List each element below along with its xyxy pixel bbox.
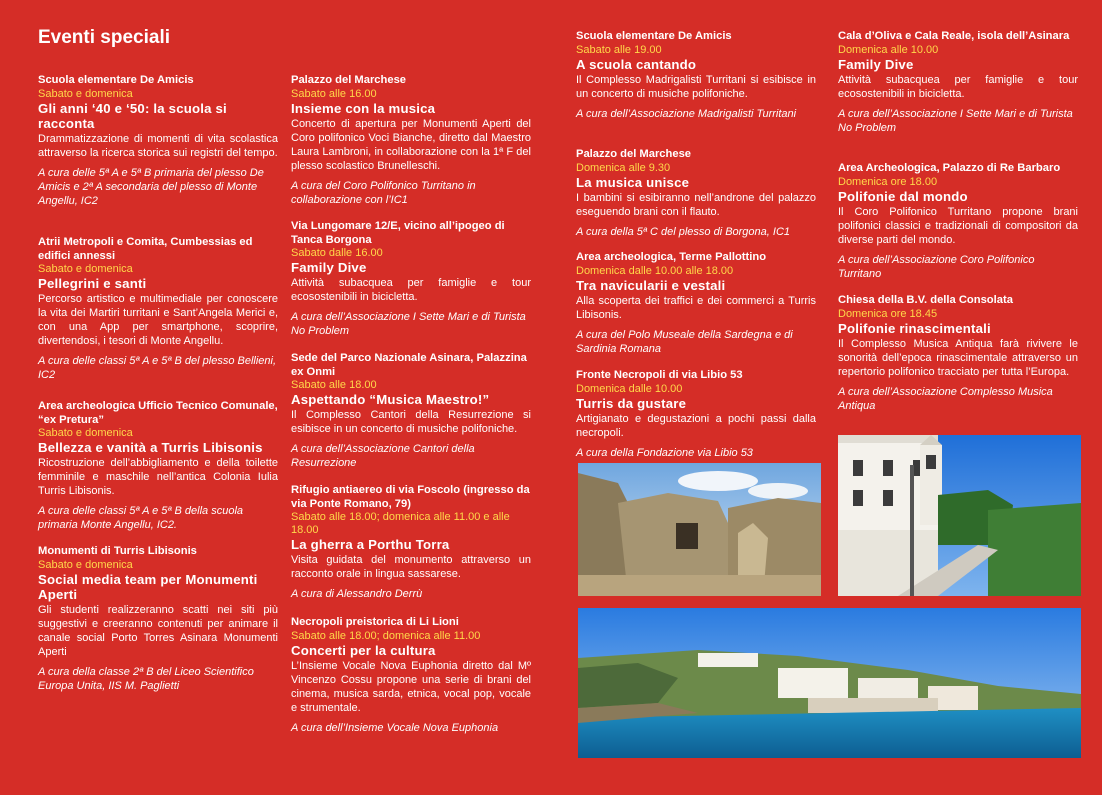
event-title: Social media team per Monumenti Aperti	[38, 571, 258, 602]
event-organizer: A cura della Fondazione via Libio 53	[576, 446, 753, 459]
event-organizer: A cura delle 5ª A e 5ª B primaria del plesso De Amicis e 2ª A secondaria del plesso di Monte Angellu, IC2	[38, 166, 264, 207]
event-organizer: A cura dell’Associazione I Sette Mari e di Turista No Problem	[291, 311, 526, 337]
event-card	[576, 148, 816, 239]
event-title: A scuola cantando	[576, 56, 697, 72]
event-location: Area archeologica, Terme Pallottino	[576, 251, 767, 263]
event-description: Drammatizzazione di momenti di vita scolastica attraverso la ricerca storica sui registri del tempo.	[38, 132, 278, 159]
event-description: Percorso artistico e multimediale per conoscere la vita dei Martiri turritani e Sant’Angela Merici e, con una App per smartphone, scoprire, divertendosi, i tesori di Monte Angellu.	[38, 293, 278, 347]
event-card	[291, 74, 531, 207]
event-organizer: A cura dell’Associazione Coro Polifonico Turritano	[838, 253, 1035, 280]
event-title: Tra navicularii e vestali	[576, 277, 726, 293]
event-card	[38, 74, 278, 208]
event-title: La gherra a Porthu Torra	[291, 537, 450, 552]
event-title: Aspettando “Musica Maestro!”	[291, 392, 490, 407]
ruins-photo	[578, 463, 821, 596]
event-location: Necropoli preistorica di Li Lioni	[291, 616, 459, 628]
event-time: Sabato alle 18.00; domenica alle 11.00	[291, 629, 481, 642]
event-location: Palazzo del Marchese	[576, 148, 692, 160]
event-card	[38, 545, 278, 693]
event-organizer: A cura dell’Associazione Madrigalisti Turritani	[576, 107, 797, 120]
event-time: Sabato e domenica	[38, 558, 133, 571]
event-title: Insieme con la musica	[291, 100, 436, 116]
event-description: Ricostruzione dell’abbigliamento e della toilette femminile e maschile nell’antica Colonia Iulia Turris Libisonis.	[38, 457, 278, 497]
event-location: Monumenti di Turris Libisonis	[38, 545, 197, 557]
event-location: Via Lungomare 12/E, vicino all’ipogeo di Tanca Borgona	[291, 220, 505, 246]
event-description: Concerto di apertura per Monumenti Aperti del Coro polifonico Voci Bianche, diretto dal Maestro Laura Lambroni, in collaborazione con la 1ª F del plesso scolastico Brunelleschi.	[291, 117, 531, 172]
event-time: Domenica dalle 10.00 alle 18.00	[576, 264, 734, 277]
event-title: Turris da gustare	[576, 395, 687, 411]
event-description: Visita guidata del monumento attraverso un racconto orale in lingua sassarese.	[291, 554, 531, 580]
event-card	[291, 616, 531, 735]
event-location: Scuola elementare De Amicis	[38, 74, 194, 86]
event-title: Family Dive	[291, 260, 367, 275]
event-location: Fronte Necropoli di via Libio 53	[576, 369, 743, 381]
event-card	[38, 236, 278, 382]
event-organizer: A cura della classe 2ª B del Liceo Scientifico Europa Unita, IIS M. Paglietti	[38, 665, 254, 692]
event-location: Rifugio antiaereo di via Foscolo (ingresso da via Ponte Romano, 79)	[291, 484, 530, 510]
event-title: La musica unisce	[576, 174, 690, 190]
event-location: Area Archeologica, Palazzo di Re Barbaro	[838, 162, 1061, 174]
event-title: Pellegrini e santi	[38, 276, 147, 291]
event-title: Gli anni ‘40 e ‘50: la scuola si racconta	[38, 100, 227, 131]
church-photo	[838, 435, 1081, 596]
event-time: Sabato e domenica	[38, 87, 133, 100]
event-description: Gli studenti realizzeranno scatti nei siti più suggestivi e creeranno contenuti per animare il canale social Porto Torres Asinara Monumenti Aperti	[38, 603, 278, 658]
event-card	[838, 30, 1078, 135]
event-time: Domenica ore 18.45	[838, 307, 938, 320]
coast-photo	[578, 608, 1081, 758]
event-organizer: A cura di Alessandro Derrù	[291, 588, 423, 600]
event-card	[576, 251, 816, 356]
event-organizer: A cura del Coro Polifonico Turritano in collaborazione con l’IC1	[291, 179, 476, 206]
event-card	[576, 30, 816, 121]
event-description: Attività subacquea per famiglie e tour ecosostenibili in bicicletta.	[291, 277, 531, 303]
event-description: Il Complesso Madrigalisti Turritani si esibisce in un concerto di musiche polifoniche.	[576, 73, 816, 100]
event-card	[576, 369, 816, 460]
event-title: Bellezza e vanità a Turris Libisonis	[38, 440, 263, 455]
event-organizer: A cura dell’Associazione Cantori della Resurrezione	[291, 443, 475, 469]
event-card	[291, 352, 531, 470]
event-location: Area archeologica Ufficio Tecnico Comunale, “ex Pretura”	[38, 400, 278, 426]
event-organizer: A cura della 5ª C del plesso di Borgona, IC1	[576, 225, 791, 238]
event-time: Sabato alle 18.00	[291, 379, 377, 391]
event-time: Domenica alle 9.30	[576, 161, 671, 174]
event-organizer: A cura del Polo Museale della Sardegna e di Sardinia Romana	[576, 328, 793, 355]
event-card	[291, 220, 531, 338]
event-time: Domenica alle 10.00	[838, 43, 939, 56]
event-time: Sabato alle 19.00	[576, 43, 662, 56]
event-description: Il Coro Polifonico Turritano propone brani polifonici classici e tradizionali di compositori da diverse parti del mondo.	[838, 205, 1078, 246]
event-location: Cala d’Oliva e Cala Reale, isola dell’Asinara	[838, 30, 1070, 42]
event-time: Sabato alle 18.00; domenica alle 11.00 e alle 18.00	[291, 511, 510, 536]
event-location: Scuola elementare De Amicis	[576, 30, 732, 42]
event-organizer: A cura dell’Associazione Complesso Musica Antiqua	[838, 385, 1053, 412]
event-title: Polifonie rinascimentali	[838, 320, 991, 336]
event-time: Sabato e domenica	[38, 427, 133, 439]
event-title: Concerti per la cultura	[291, 642, 436, 658]
event-time: Sabato dalle 16.00	[291, 247, 383, 259]
event-card	[838, 162, 1078, 281]
event-time: Domenica dalle 10.00	[576, 382, 683, 395]
event-location: Chiesa della B.V. della Consolata	[838, 294, 1013, 306]
event-description: Artigianato e degustazioni a pochi passi dalla necropoli.	[576, 412, 816, 439]
event-description: L’Insieme Vocale Nova Euphonia diretto dal Mº Vincenzo Cossu propone una serie di brani del cinema, musica sarda, etnica, vocal pop, vocale e strumentale.	[291, 659, 531, 714]
event-description: Il Complesso Musica Antiqua farà rivivere le sonorità dell’epoca rinascimentale attraverso un repertorio polifonico tracciato per tutta l’Europa.	[838, 337, 1078, 378]
event-location: Atrii Metropoli e Comita, Cumbessias ed edifici annessi	[38, 236, 253, 262]
event-time: Domenica ore 18.00	[838, 175, 938, 188]
event-description: I bambini si esibiranno nell’androne del palazzo eseguendo brani con il flauto.	[576, 191, 816, 218]
event-card	[38, 400, 278, 532]
event-description: Attività subacquea per famiglie e tour ecosostenibili in bicicletta.	[838, 73, 1078, 100]
event-organizer: A cura dell’Insieme Vocale Nova Euphonia	[291, 721, 499, 734]
event-description: Il Complesso Cantori della Resurrezione si esibisce in un concerto di musiche polifoniche.	[291, 409, 531, 435]
event-description: Alla scoperta dei traffici e dei commerci a Turris Libisonis.	[576, 294, 816, 321]
page-title: Eventi speciali	[38, 27, 171, 48]
event-time: Sabato e domenica	[38, 263, 133, 275]
event-location: Sede del Parco Nazionale Asinara, Palazzina ex Onmi	[291, 352, 527, 378]
event-organizer: A cura dell’Associazione I Sette Mari e di Turista No Problem	[838, 107, 1073, 134]
event-location: Palazzo del Marchese	[291, 74, 407, 86]
event-time: Sabato alle 16.00	[291, 87, 377, 100]
event-card	[838, 294, 1078, 413]
event-organizer: A cura delle classi 5ª A e 5ª B del plesso Bellieni, IC2	[38, 355, 277, 381]
event-title: Polifonie dal mondo	[838, 188, 968, 204]
event-card	[291, 484, 531, 601]
event-title: Family Dive	[838, 56, 914, 72]
event-organizer: A cura delle classi 5ª A e 5ª B della scuola primaria Monte Angellu, IC2.	[38, 505, 244, 531]
